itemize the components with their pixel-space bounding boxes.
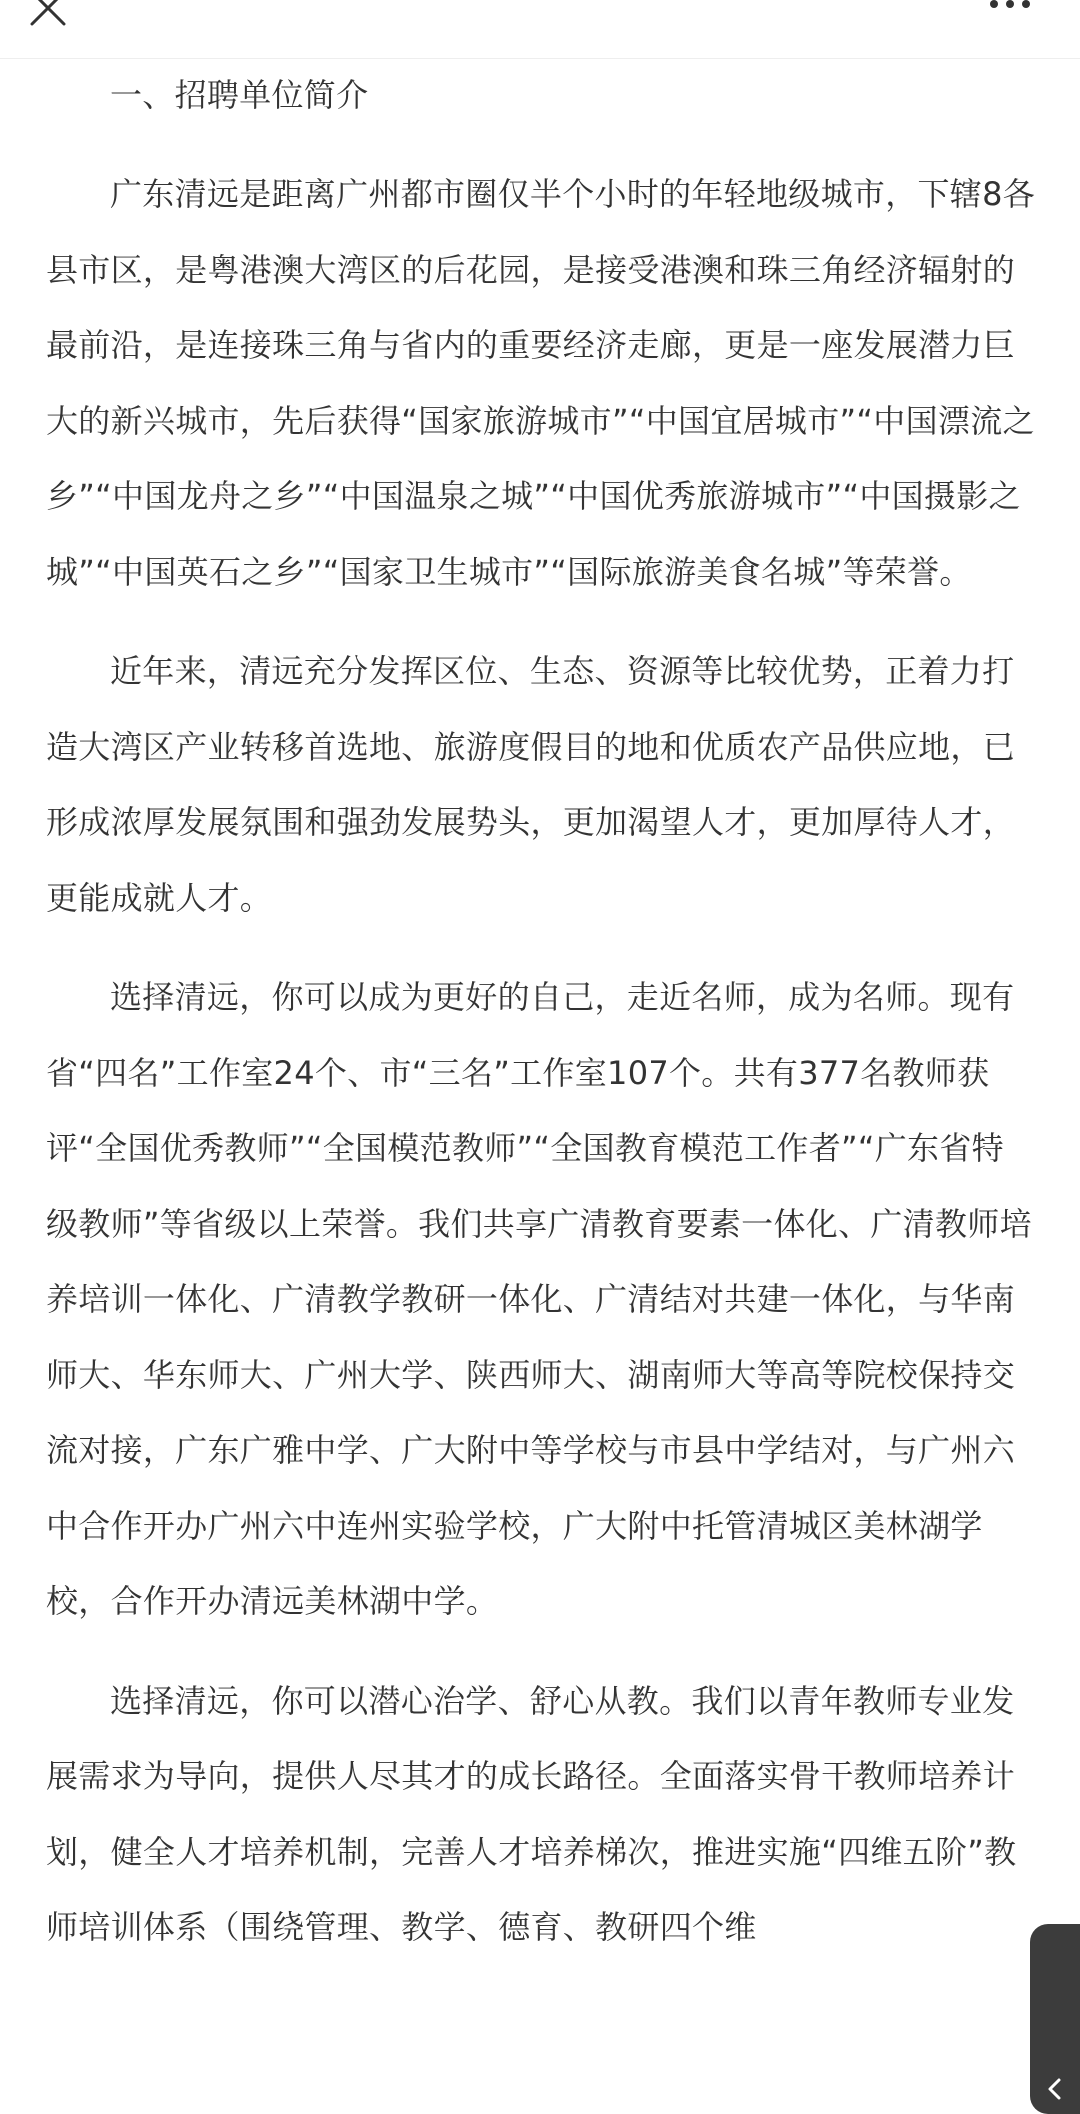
close-icon	[28, 0, 68, 28]
more-button[interactable]	[982, 0, 1042, 18]
side-collapse-tab[interactable]	[1030, 1924, 1080, 2114]
paragraph-gap	[46, 936, 1036, 960]
paragraph-gap	[46, 133, 1036, 157]
paragraph-gap	[46, 1640, 1036, 1664]
top-toolbar	[0, 0, 1080, 59]
article-paragraph-teaching: 选择清远，你可以潜心治学、舒心从教。我们以青年教师专业发展需求为导向，提供人尽其才的成长路径。全面落实骨干教师培养计划，健全人才培养机制，完善人才培养梯次，推进实施“四维五阶”教师培训体系（围绕管理、教学、德育、教研四个维	[46, 1681, 1017, 1946]
article-paragraph-intro: 广东清远是距离广州都市圈仅半个小时的年轻地级城市，下辖8各县市区，是粤港澳大湾区的后花园，是接受港澳和珠三角经济辐射的最前沿，是连接珠三角与省内的重要经济走廊，更是一座发展潜力巨大的新兴城市，先后获得“国家旅游城市”“中国宜居城市”“中国漂流之乡”“中国龙舟之乡”“中国温泉之城”“中国优秀旅游城市”“中国摄影之城”“中国英石之乡”“国家卫生城市”“国际旅游美食名城”等荣誉。	[46, 175, 1036, 591]
section-heading: 一、招聘单位简介	[110, 76, 369, 114]
article-paragraph-famous-teachers: 选择清远，你可以成为更好的自己，走近名师，成为名师。现有省“四名”工作室24个、市“三名”工作室107个。共有377名教师获评“全国优秀教师”“全国模范教师”“全国教育模范工作者”“广东省特级教师”等省级以上荣誉。我们共享广清教育要素一体化、广清教师培养培训一体化、广清教学教研一体化、广清结对共建一体化，与华南师大、华东师大、广州大学、陕西师大、湖南师大等高等院校保持交流对接，广东广雅中学、广大附中等学校与市县中学结对，与广州六中合作开办广州六中连州实验学校，广大附中托管清城区美林湖学校，合作开办清远美林湖中学。	[46, 978, 1032, 1620]
article-body	[46, 58, 1036, 1966]
article-paragraph-recent: 近年来，清远充分发挥区位、生态、资源等比较优势，正着力打造大湾区产业转移首选地、旅游度假目的地和优质农产品供应地，已形成浓厚发展氛围和强劲发展势头，更加渴望人才，更加厚待人才，更能成就人才。	[46, 652, 1016, 917]
close-button[interactable]	[28, 0, 68, 28]
more-icon	[982, 0, 1042, 18]
paragraph-gap	[46, 610, 1036, 634]
